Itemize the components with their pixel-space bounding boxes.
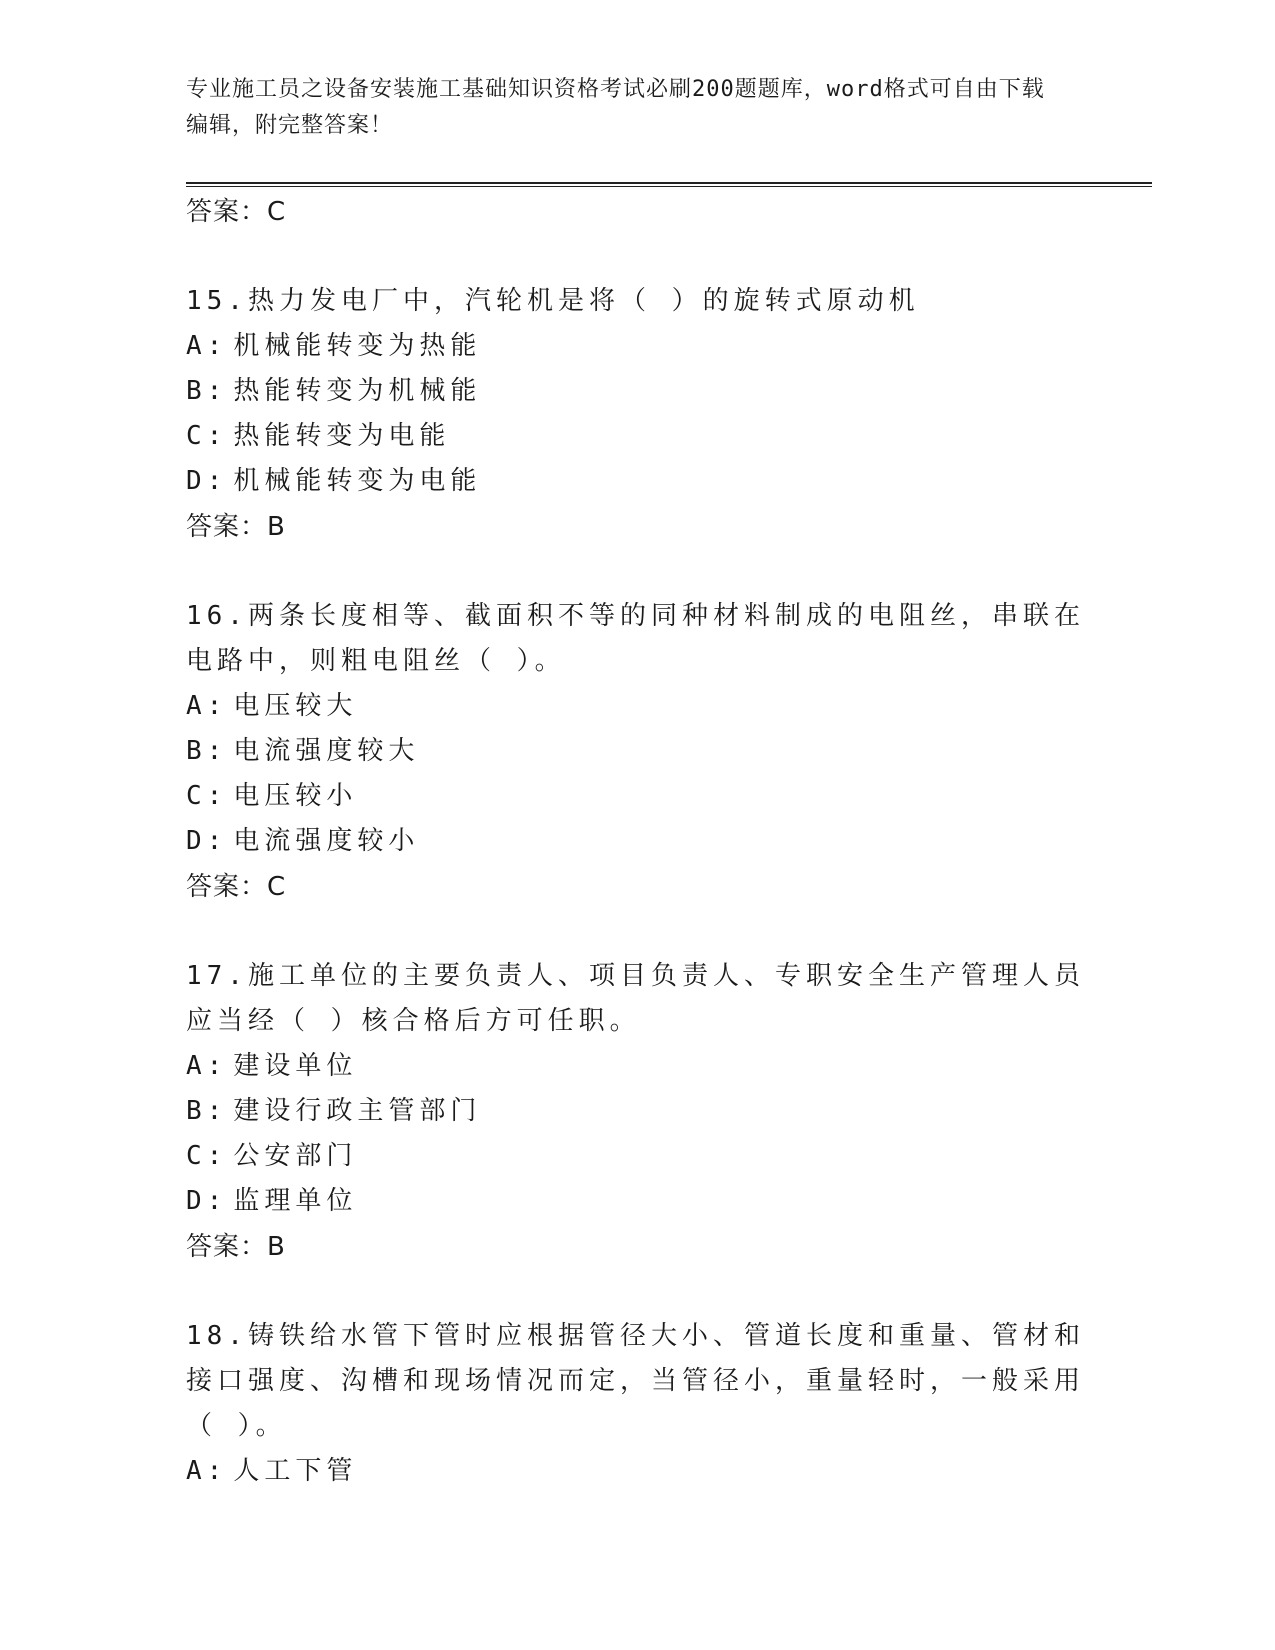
answer-line: 答案：C — [186, 197, 287, 227]
option-d — [186, 1179, 1152, 1224]
option-text: 建设单位 — [233, 1051, 358, 1081]
option-text: 电流强度较小 — [233, 826, 420, 856]
question-stem: 15.热力发电厂中，汽轮机是将（ ）的旋转式原动机 — [186, 286, 920, 316]
option-text: 公安部门 — [233, 1141, 358, 1171]
answer-line: 答案：B — [186, 512, 286, 542]
option-c — [186, 414, 1152, 459]
option-key: B: — [186, 1096, 228, 1126]
option-text: 电压较小 — [233, 781, 358, 811]
option-d — [186, 819, 1152, 864]
question-stem: 17.施工单位的主要负责人、项目负责人、专职安全生产管理人员应当经（ ）核合格后方可任职。 — [186, 961, 1085, 1036]
option-text: 热能转变为机械能 — [233, 376, 482, 406]
option-key: D: — [186, 466, 228, 496]
question-stem: 16.两条长度相等、截面积不等的同种材料制成的电阻丝，串联在电路中，则粗电阻丝（ ）。 — [186, 601, 1085, 676]
option-a — [186, 684, 1152, 729]
document-content — [186, 189, 1152, 1494]
option-b — [186, 729, 1152, 774]
option-key: B: — [186, 376, 228, 406]
option-text: 监理单位 — [233, 1186, 358, 1216]
option-key: D: — [186, 826, 228, 856]
document-header: 专业施工员之设备安装施工基础知识资格考试必刷200题题库，word格式可自由下载编辑，附完整答案！ — [186, 77, 1045, 138]
question-stem: 18.铸铁给水管下管时应根据管径大小、管道长度和重量、管材和接口强度、沟槽和现场情况而定，当管径小，重量轻时，一般采用（ ）。 — [186, 1321, 1086, 1441]
question-18 — [186, 1314, 1152, 1494]
option-key: C: — [186, 781, 228, 811]
option-a — [186, 1044, 1152, 1089]
option-text: 电流强度较大 — [233, 736, 420, 766]
option-text: 机械能转变为电能 — [233, 466, 482, 496]
question-16 — [186, 594, 1152, 910]
header-divider — [186, 182, 1152, 187]
option-c — [186, 1134, 1152, 1179]
option-b — [186, 1089, 1152, 1134]
option-key: A: — [186, 1051, 228, 1081]
question-17 — [186, 954, 1152, 1270]
option-key: C: — [186, 421, 228, 451]
option-text: 建设行政主管部门 — [233, 1096, 482, 1126]
option-key: A: — [186, 691, 228, 721]
option-text: 机械能转变为热能 — [233, 331, 482, 361]
option-text: 人工下管 — [233, 1456, 358, 1486]
option-text: 电压较大 — [233, 691, 358, 721]
question-15 — [186, 279, 1152, 550]
answer-line: 答案：C — [186, 872, 287, 902]
answer-line: 答案：B — [186, 1232, 286, 1262]
option-a — [186, 324, 1152, 369]
option-key: A: — [186, 1456, 228, 1486]
option-key: A: — [186, 331, 228, 361]
document-page — [186, 72, 1152, 1494]
option-key: D: — [186, 1186, 228, 1216]
option-c — [186, 774, 1152, 819]
option-b — [186, 369, 1152, 414]
option-text: 热能转变为电能 — [233, 421, 451, 451]
option-key: C: — [186, 1141, 228, 1171]
option-key: B: — [186, 736, 228, 766]
option-d — [186, 459, 1152, 504]
option-a — [186, 1449, 1152, 1494]
